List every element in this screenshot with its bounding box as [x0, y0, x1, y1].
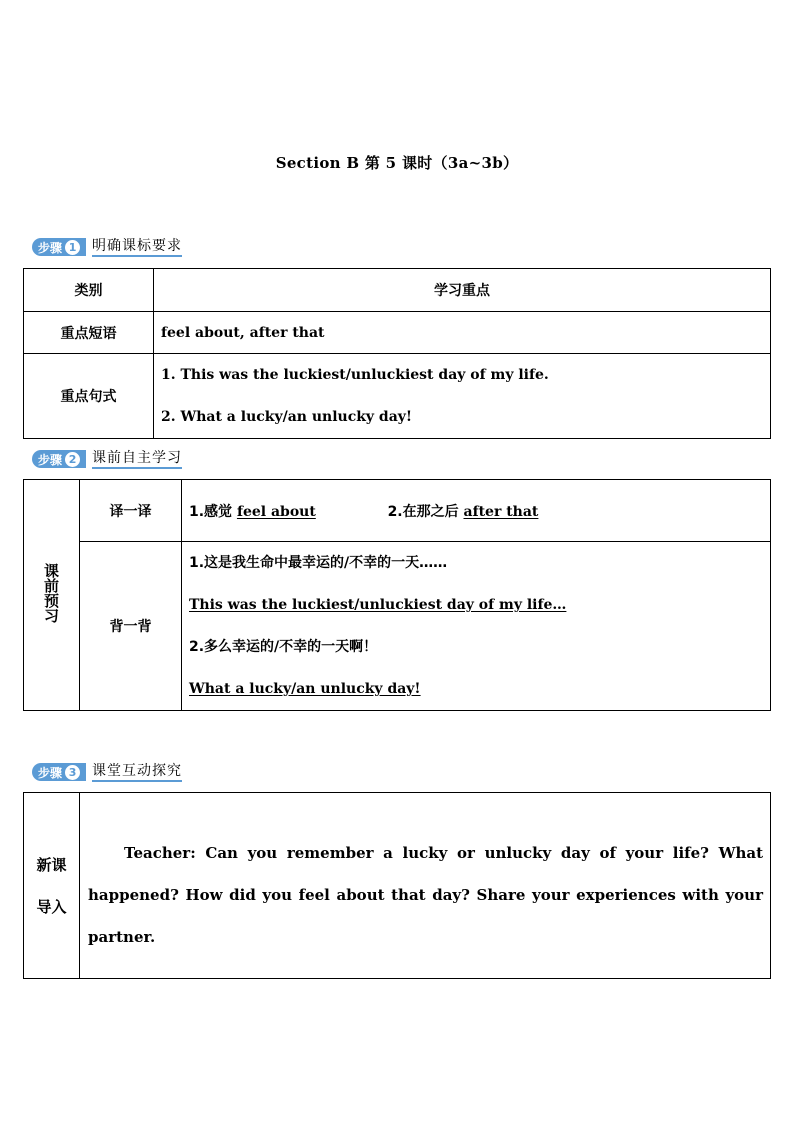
lesson-intro-text: Teacher: Can you remember a lucky or unlucky day of your life? What happened? How did you feel about that day? Share your experiences with your partner.	[88, 843, 763, 946]
step-1-number: 1	[65, 240, 80, 255]
step-2-prefix: 步骤	[38, 452, 63, 467]
step-2-label: 课前自主学习	[92, 449, 182, 469]
step-3-number: 3	[65, 765, 80, 780]
new-lesson-label-cell	[24, 793, 80, 979]
step-3-heading	[32, 762, 182, 782]
translate-prompt-1: 1.感觉	[189, 503, 237, 520]
new-lesson-label-2: 导入	[36, 897, 67, 916]
step-3-label: 课堂互动探究	[92, 762, 182, 782]
step-1-badge	[32, 238, 86, 256]
translate-prompt-2: 2.在那之后	[387, 503, 464, 520]
step-2-badge	[32, 450, 86, 468]
page-title: Section B 第 5 课时（3a~3b）	[275, 154, 519, 172]
step-2-number: 2	[65, 452, 80, 467]
recite-prompt-2: 2.多么幸运的/不幸的一天啊！	[189, 639, 378, 655]
lesson-intro-cell	[80, 793, 771, 979]
table-row	[24, 354, 771, 439]
header-key-points: 学习重点	[154, 269, 771, 312]
table-row	[24, 793, 771, 979]
pre-class-label: 课前预习	[42, 563, 60, 623]
header-category: 类别	[24, 269, 154, 312]
recite-prompt-1: 1.这是我生命中最幸运的/不幸的一天……	[189, 555, 448, 571]
category-sentences: 重点句式	[24, 354, 154, 439]
step-2-heading	[32, 449, 182, 469]
step-3-prefix: 步骤	[38, 765, 63, 780]
table-header-row	[24, 269, 771, 312]
key-sentences-cell	[154, 354, 771, 439]
recite-label: 背一背	[80, 542, 182, 711]
category-phrases: 重点短语	[24, 312, 154, 354]
step-1-heading	[32, 237, 182, 257]
key-sentence-1: 1. This was the luckiest/unluckiest day of my life.	[161, 367, 549, 383]
step-1-prefix: 步骤	[38, 240, 63, 255]
translate-answer-2: after that	[463, 503, 539, 520]
translate-label: 译一译	[80, 480, 182, 542]
table-row	[24, 480, 771, 542]
recite-cell	[182, 542, 771, 711]
lesson-intro-table	[23, 792, 771, 979]
key-sentence-2: 2. What a lucky/an unlucky day!	[161, 409, 413, 425]
recite-answer-1: This was the luckiest/unluckiest day of my life…	[189, 597, 567, 613]
table-row	[24, 542, 771, 711]
translate-cell	[182, 480, 771, 542]
step-3-badge	[32, 763, 86, 781]
step-1-label: 明确课标要求	[92, 237, 182, 257]
new-lesson-label-1: 新课	[36, 855, 67, 874]
key-phrases: feel about, after that	[154, 312, 771, 354]
recite-answer-2: What a lucky/an unlucky day!	[189, 681, 421, 697]
pre-class-study-table	[23, 479, 771, 711]
table-row	[24, 312, 771, 354]
translate-answer-1: feel about	[236, 503, 316, 520]
pre-class-label-cell	[24, 480, 80, 711]
curriculum-requirements-table	[23, 268, 771, 439]
